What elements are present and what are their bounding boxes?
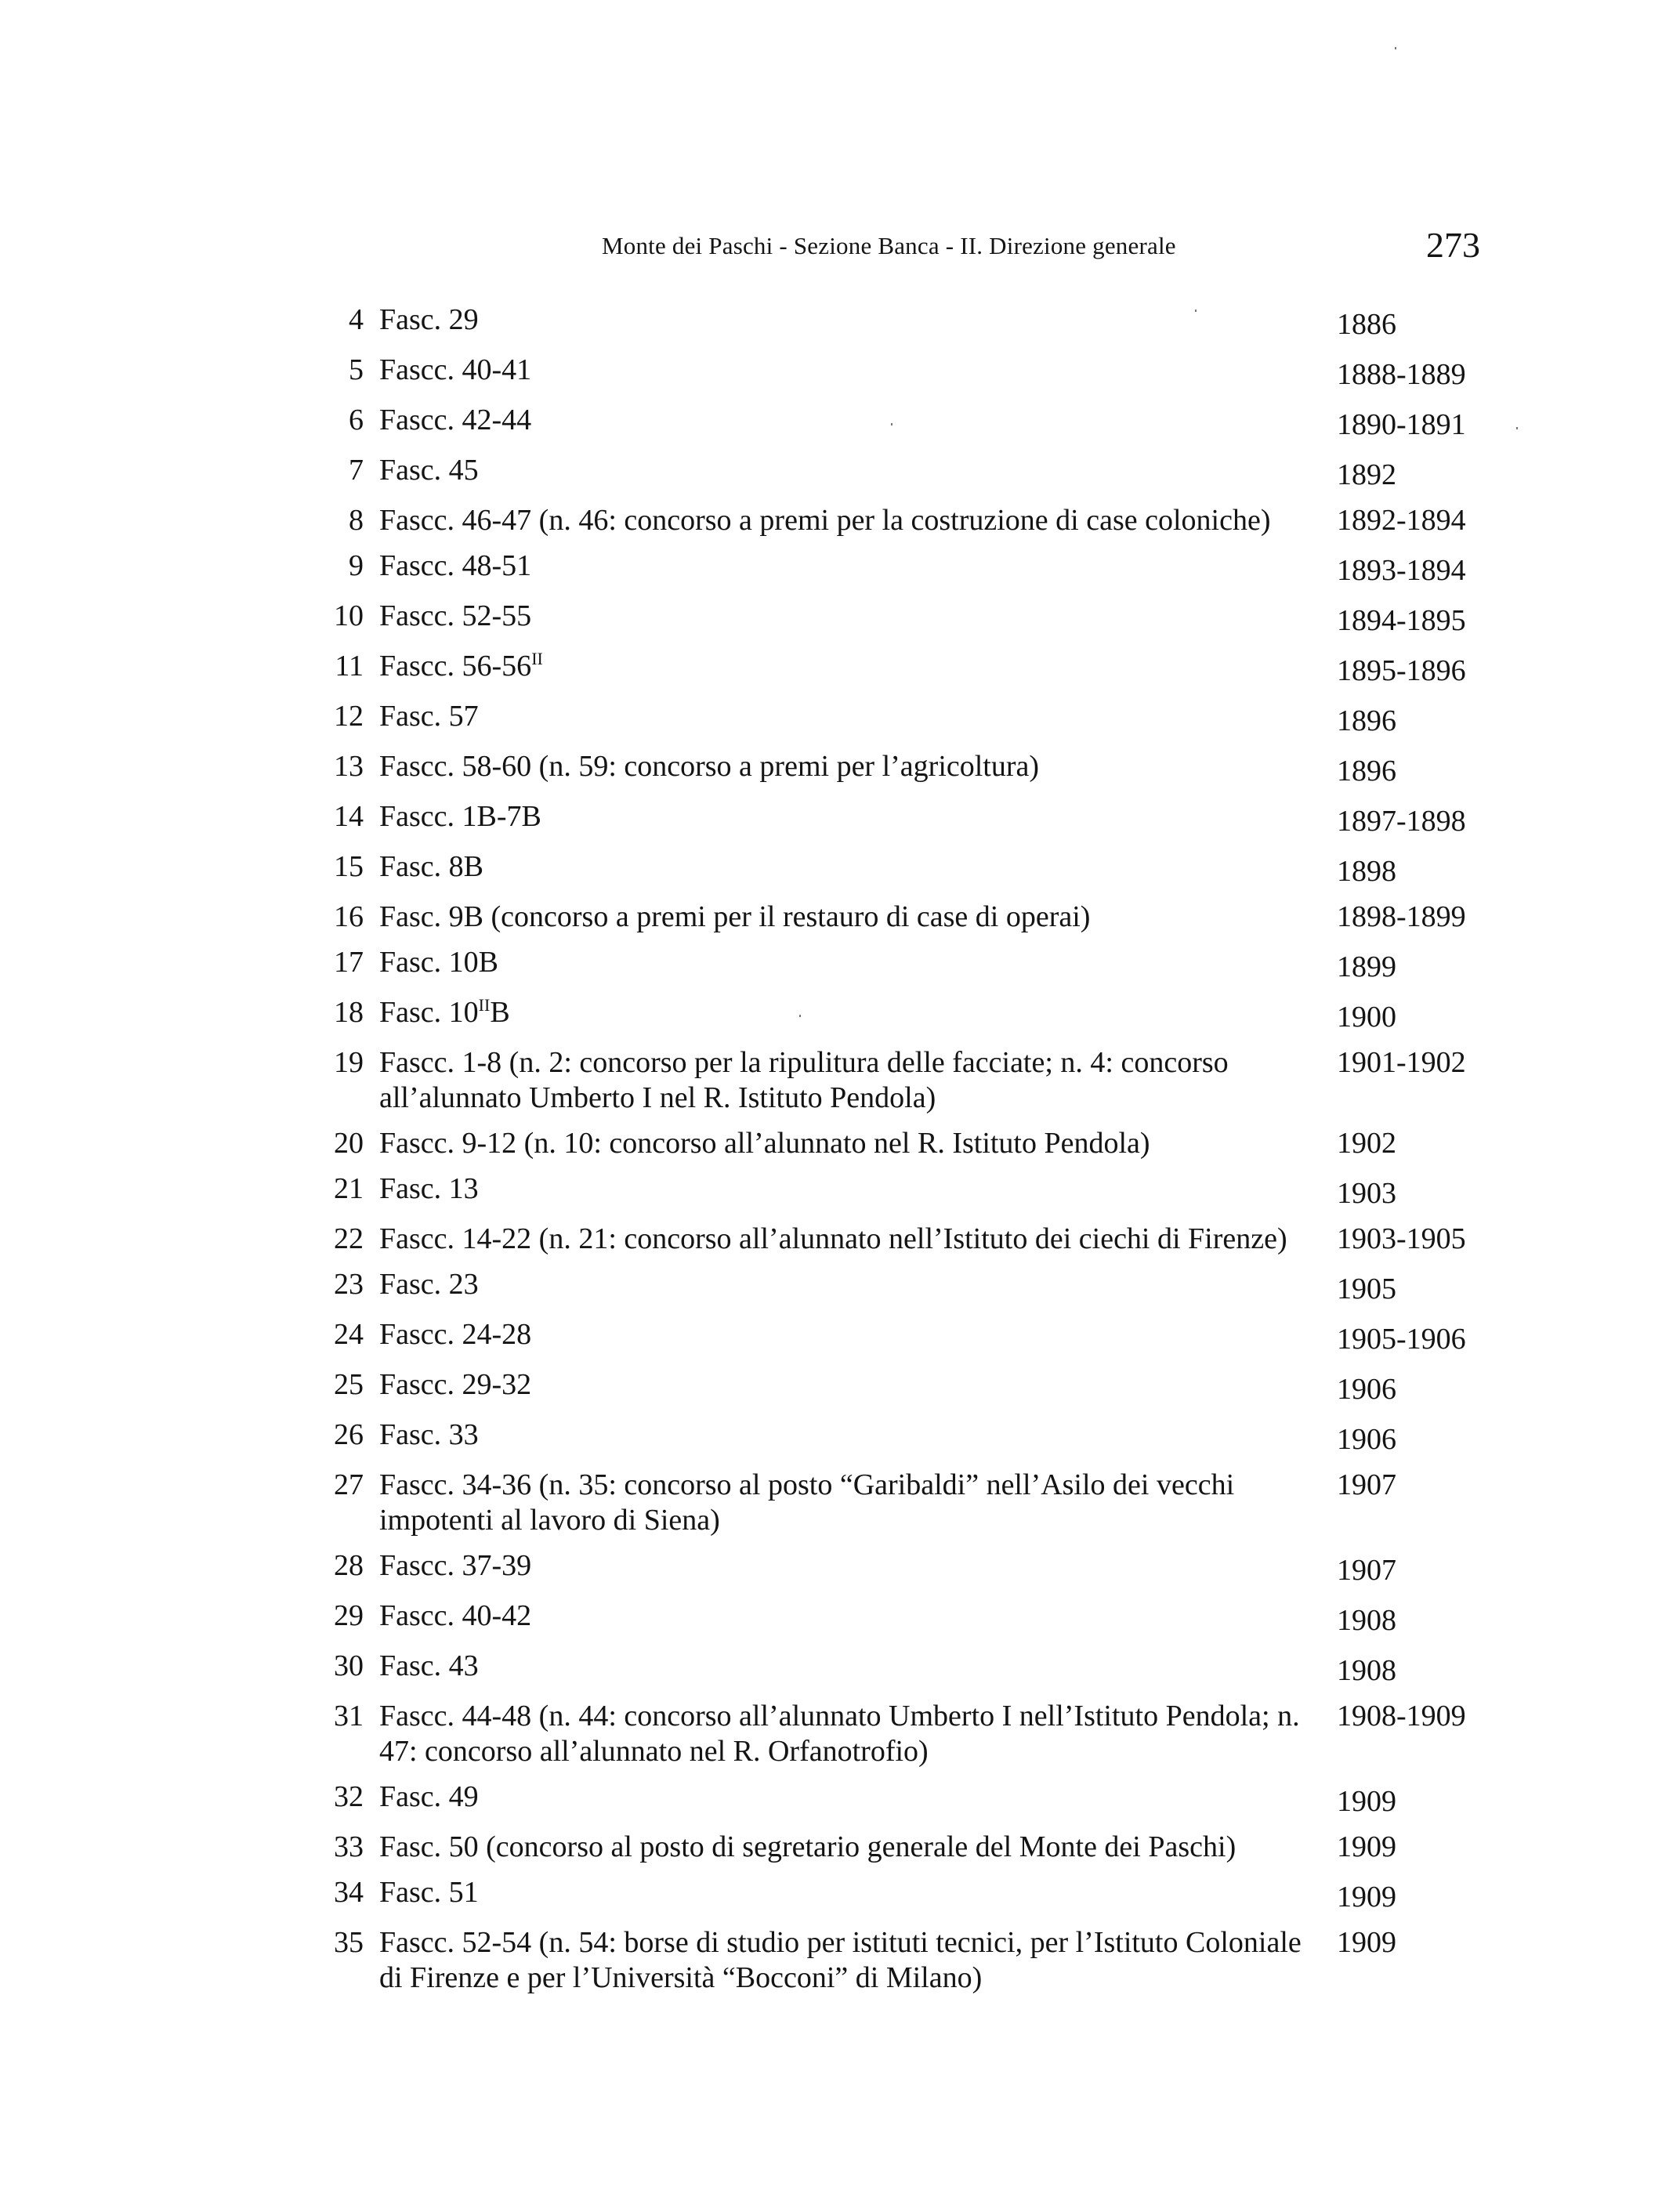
scan-speck [1195, 310, 1197, 312]
list-item [313, 1317, 1536, 1357]
entry-number: 14 [334, 800, 364, 833]
entry-date: 1909 [1337, 1926, 1396, 1959]
entry-number: 12 [334, 700, 364, 733]
entry-number: 17 [334, 946, 364, 979]
entry-description: Fascc. 48-51 [379, 549, 532, 582]
entry-date: 1905 [1337, 1273, 1396, 1305]
entry-description: Fascc. 37-39 [379, 1549, 532, 1582]
entry-description: Fascc. 1-8 (n. 2: concorso per la ripulitura delle facciate; n. 4: concorso all’alunnato Umberto I nel R. Istituto Pendola) [379, 1046, 1229, 1114]
list-item [313, 900, 1536, 935]
entry-date: 1908 [1337, 1604, 1396, 1637]
entry-description: Fascc. 24-28 [379, 1318, 532, 1351]
entry-number: 33 [334, 1830, 364, 1863]
entry-number: 16 [334, 900, 364, 933]
entry-description: Fascc. $56-56^{II}$ [379, 649, 543, 682]
entry-description: Fascc. 52-55 [379, 599, 532, 632]
list-item [313, 548, 1536, 588]
entry-description: Fascc. 40-42 [379, 1599, 532, 1632]
list-item [313, 849, 1536, 889]
entry-description: Fasc. 29 [379, 303, 479, 336]
entry-date: 1907 [1337, 1554, 1396, 1587]
entry-date: 1888-1889 [1337, 358, 1466, 391]
entry-date: 1897-1898 [1337, 805, 1466, 838]
entry-description: Fasc. $10^{II}B$ [379, 995, 510, 1029]
entry-description: Fascc. 52-54 (n. 54: borse di studio per istituti tecnici, per l’Istituto Coloniale di Firenze e per l’Università “Bocconi” di Milano) [379, 1926, 1302, 1994]
list-item [313, 453, 1536, 493]
list-item [313, 649, 1536, 689]
entry-description: Fascc. 46-47 (n. 46: concorso a premi per la costruzione di case coloniche) [379, 504, 1271, 537]
entry-number: 26 [334, 1418, 364, 1451]
entry-date: 1893-1894 [1337, 554, 1466, 587]
entry-description: Fasc. 57 [379, 700, 479, 733]
list-item [313, 403, 1536, 443]
list-item [313, 799, 1536, 839]
list-item [313, 1779, 1536, 1819]
list-item [313, 749, 1536, 789]
entry-date: 1908 [1337, 1654, 1396, 1687]
entry-description: Fasc. 50 (concorso al posto di segretario generale del Monte dei Paschi) [379, 1830, 1236, 1863]
entry-date: 1898 [1337, 855, 1396, 888]
entry-number: 10 [334, 599, 364, 632]
entry-description: Fascc. 42-44 [379, 404, 532, 436]
entry-number: 28 [334, 1549, 364, 1582]
entry-number: 32 [334, 1780, 364, 1813]
page-number: 273 [1426, 225, 1480, 265]
entry-date: 1892-1894 [1337, 504, 1466, 537]
list-item [313, 1548, 1536, 1588]
entry-number: 7 [349, 454, 364, 487]
entry-description: Fasc. 51 [379, 1876, 479, 1909]
entry-date: 1899 [1337, 950, 1396, 983]
entry-number: 20 [334, 1127, 364, 1160]
entry-description: Fascc. 44-48 (n. 44: concorso all’alunnato Umberto I nell’Istituto Pendola; n. 47: concorso all’alunnato nel R. Orfanotrofio) [379, 1700, 1300, 1768]
entry-date: 1901-1902 [1337, 1046, 1466, 1079]
entry-date: 1892 [1337, 458, 1396, 491]
entry-number: 30 [334, 1649, 364, 1682]
list-item [313, 1222, 1536, 1257]
scan-speck [1395, 47, 1396, 49]
entry-date: 1898-1899 [1337, 900, 1466, 933]
entry-number: 4 [349, 303, 364, 336]
entry-number: 5 [349, 353, 364, 386]
entry-number: 9 [349, 549, 364, 582]
list-item [313, 302, 1536, 342]
entry-number: 22 [334, 1222, 364, 1255]
entry-number: 11 [335, 650, 364, 682]
inventory-list [313, 302, 1536, 2006]
entry-date: 1906 [1337, 1373, 1396, 1406]
list-item [313, 1045, 1536, 1116]
entry-description: Fascc. 29-32 [379, 1368, 532, 1401]
superscript: II [478, 995, 491, 1015]
entry-date: 1902 [1337, 1127, 1396, 1160]
list-item [313, 1367, 1536, 1407]
list-item [313, 353, 1536, 393]
list-item [313, 995, 1536, 1035]
entry-description: Fasc. 33 [379, 1418, 479, 1451]
entry-number: 19 [334, 1046, 364, 1079]
list-item [313, 1875, 1536, 1915]
entry-date: 1903-1905 [1337, 1222, 1466, 1255]
list-item [313, 1699, 1536, 1769]
list-item [313, 1598, 1536, 1638]
entry-date: 1896 [1337, 704, 1396, 737]
entry-description: Fasc. 23 [379, 1268, 479, 1301]
entry-number: 35 [334, 1926, 364, 1959]
entry-description: Fasc. 45 [379, 454, 479, 487]
entry-description: Fasc. 10B [379, 946, 498, 979]
entry-date: 1905-1906 [1337, 1323, 1466, 1356]
entry-number: 29 [334, 1599, 364, 1632]
entry-number: 13 [334, 750, 364, 783]
list-item [313, 1830, 1536, 1865]
entry-date: 1900 [1337, 1001, 1396, 1034]
list-item [313, 1417, 1536, 1457]
list-item [313, 1649, 1536, 1689]
entry-number: 21 [334, 1172, 364, 1205]
entry-number: 15 [334, 850, 364, 883]
entry-date: 1906 [1337, 1423, 1396, 1456]
entry-date: 1896 [1337, 755, 1396, 787]
entry-number: 6 [349, 404, 364, 436]
entry-number: 23 [334, 1268, 364, 1301]
scan-speck [891, 423, 892, 425]
list-item [313, 1171, 1536, 1211]
entry-description: Fasc. 13 [379, 1172, 479, 1205]
entry-number: 25 [334, 1368, 364, 1401]
list-item [313, 945, 1536, 985]
entry-description: Fasc. 9B (concorso a premi per il restauro di case di operai) [379, 900, 1091, 933]
list-item [313, 599, 1536, 639]
entry-date: 1907 [1337, 1468, 1396, 1501]
entry-description: Fasc. 43 [379, 1649, 479, 1682]
scan-speck [799, 1015, 801, 1017]
entry-date: 1886 [1337, 308, 1396, 341]
entry-date: 1903 [1337, 1177, 1396, 1210]
list-item [313, 1126, 1536, 1161]
superscript: II [531, 649, 543, 668]
list-item [313, 1267, 1536, 1307]
entry-description: Fascc. 40-41 [379, 353, 532, 386]
entry-date: 1890-1891 [1337, 408, 1466, 441]
entry-date: 1909 [1337, 1785, 1396, 1818]
entry-date: 1909 [1337, 1830, 1396, 1863]
entry-date: 1894-1895 [1337, 604, 1466, 637]
entry-date: 1908-1909 [1337, 1700, 1466, 1732]
entry-number: 27 [334, 1468, 364, 1501]
entry-date: 1895-1896 [1337, 654, 1466, 687]
list-item [313, 1468, 1536, 1538]
entry-description: Fascc. 9-12 (n. 10: concorso all’alunnato nel R. Istituto Pendola) [379, 1127, 1150, 1160]
list-item [313, 1925, 1536, 1996]
entry-description: Fasc. 49 [379, 1780, 479, 1813]
entry-description: Fascc. 34-36 (n. 35: concorso al posto “Garibaldi” nell’Asilo dei vecchi impotenti al lavoro di Siena) [379, 1468, 1235, 1537]
entry-number: 34 [334, 1876, 364, 1909]
entry-description: Fascc. 1B-7B [379, 800, 541, 833]
running-header: Monte dei Paschi - Sezione Banca - II. Direzione generale [602, 232, 1176, 259]
entry-date: 1909 [1337, 1881, 1396, 1913]
entry-description: Fascc. 14-22 (n. 21: concorso all’alunnato nell’Istituto dei ciechi di Firenze) [379, 1222, 1287, 1255]
entry-number: 8 [349, 504, 364, 537]
list-item [313, 503, 1536, 538]
scan-speck [1516, 427, 1518, 429]
list-item [313, 699, 1536, 739]
entry-number: 24 [334, 1318, 364, 1351]
entry-description: Fascc. 58-60 (n. 59: concorso a premi per l’agricoltura) [379, 750, 1040, 783]
entry-number: 18 [334, 996, 364, 1029]
entry-number: 31 [334, 1700, 364, 1732]
entry-description: Fasc. 8B [379, 850, 483, 883]
